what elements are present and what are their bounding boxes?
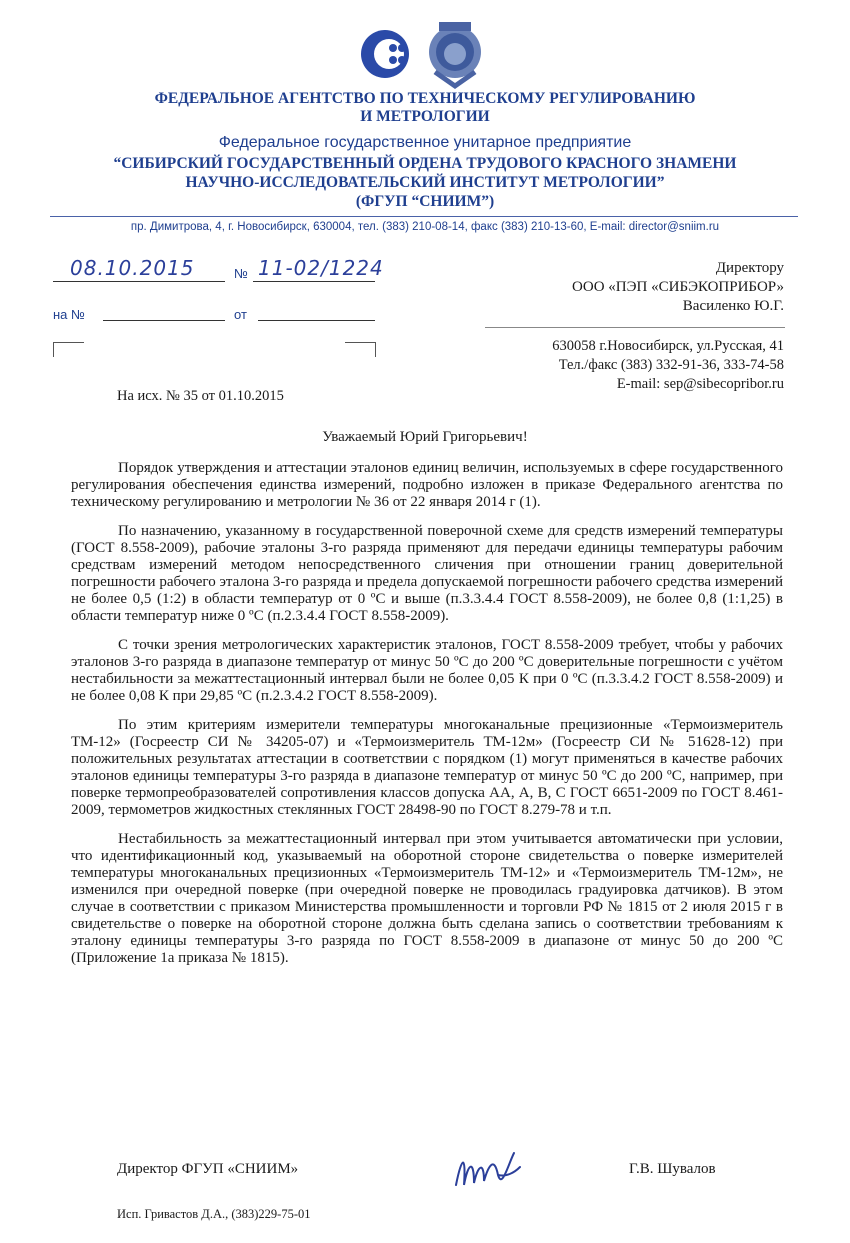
order-emblem-icon xyxy=(429,22,481,86)
institute-line-2: НАУЧНО-ИССЛЕДОВАТЕЛЬСКИЙ ИНСТИТУТ МЕТРОЛОГИИ” xyxy=(185,174,665,191)
ref-number-underline xyxy=(103,320,225,321)
paragraph: Порядок утверждения и аттестации эталонов единиц величин, используемых в сфере государственного регулирования обеспечения единства измерений, подробно изложен в приказе Федерального агентства по техническому регулированию и метрологии № 36 от 22 января 2014 г (1). xyxy=(71,460,783,510)
recipient-phone: Тел./факс (383) 332-91-36, 333-74-58 xyxy=(558,357,784,373)
agency-line-1: ФЕДЕРАЛЬНОЕ АГЕНТСТВО ПО ТЕХНИЧЕСКОМУ РЕГУЛИРОВАНИЮ xyxy=(154,90,696,107)
paragraph: По этим критериям измерители температуры многоканальные прецизионные «Термоизмеритель ТМ-12» (Госреестр СИ № 34205-07) и «Термоизмеритель ТМ-12м» (Госреестр СИ № 51628-12) при положительных результатах аттестации в соответствии с порядком (1) могут применяться в качестве рабочих эталонов единицы температуры 3-го разряда в диапазоне температур от минус 50 ºC до 200 ºC, например, при поверке термопреобразователей сопротивления классов допуска АА, А, В, С ГОСТ 6651-2009 по ГОСТ 8.461-2009, термометров жидкостных стеклянных ГОСТ 28498-90 по ГОСТ 8.279-78 и т.п. xyxy=(71,717,783,818)
header-logos xyxy=(355,14,485,94)
registration-number: 11-02/1224 xyxy=(258,256,384,280)
recipient-address-block xyxy=(552,337,784,394)
left-corner-mark xyxy=(53,342,84,357)
agency-line-2: И МЕТРОЛОГИИ xyxy=(360,108,490,125)
institute-heading xyxy=(0,154,850,211)
ref-from-underline xyxy=(258,320,375,321)
paragraph: С точки зрения метрологических характеристик эталонов, ГОСТ 8.558-2009 требует, чтобы у рабочих эталонов 3-го разряда в диапазоне температур от минус 50 ºC до 200 ºC доверительные погрешности с учётом нестабильности за межаттестационный интервал были не более 0,05 К при 0 ºC (п.3.3.4.2 ГОСТ 8.558-2009) и не более 0,08 К при 29,85 ºC (п.2.3.4.2 ГОСТ 8.558-2009). xyxy=(71,637,783,704)
signer-name: Г.В. Шувалов xyxy=(629,1161,716,1177)
letter-body xyxy=(71,460,783,979)
right-corner-mark xyxy=(345,342,376,357)
ref-from-label: от xyxy=(234,307,247,322)
handwritten-signature-icon xyxy=(448,1145,528,1195)
registration-date: 08.10.2015 xyxy=(70,256,195,280)
signer-title: Директор ФГУП «СНИИМ» xyxy=(117,1161,299,1177)
recipient-position: Директору xyxy=(715,260,784,276)
header-divider xyxy=(50,216,798,217)
recipient-company: ООО «ПЭП «СИБЭКОПРИБОР» xyxy=(572,279,784,295)
recipient-name: Василенко Ю.Г. xyxy=(682,298,784,314)
institute-line-1: “СИБИРСКИЙ ГОСУДАРСТВЕННЫЙ ОРДЕНА ТРУДОВОГО КРАСНОГО ЗНАМЕНИ xyxy=(113,155,737,172)
greeting: Уважаемый Юрий Григорьевич! xyxy=(322,429,528,445)
agency-heading xyxy=(0,90,850,126)
recipient-address: 630058 г.Новосибирск, ул.Русская, 41 xyxy=(552,338,784,354)
number-underline xyxy=(253,281,375,282)
header-address: пр. Димитрова, 4, г. Новосибирск, 630004, тел. (383) 210-08-14, факс (383) 210-13-60, E-mail: director@sniim.ru xyxy=(130,221,720,233)
date-underline xyxy=(53,281,225,282)
recipient-email: E-mail: sep@sibecopribor.ru xyxy=(616,376,784,392)
institute-abbr: (ФГУП “СНИИМ”) xyxy=(355,193,495,210)
outgoing-reference: На исх. № 35 от 01.10.2015 xyxy=(117,388,284,404)
number-label: № xyxy=(234,266,248,281)
recipient-block xyxy=(572,259,784,316)
executor-info: Исп. Гривастов Д.А., (383)229-75-01 xyxy=(117,1207,311,1221)
ref-number-label: на № xyxy=(53,307,85,322)
sniim-logo-icon xyxy=(355,14,485,94)
paragraph: По назначению, указанному в государственной поверочной схеме для средств измерений температуры (ГОСТ 8.558-2009), рабочие эталоны 3-го разряда применяют для передачи единицы температуры рабочим средствам измерений методом непосредственного сличения при отношении границ доверительной погрешности рабочего эталона 3-го разряда и предела допускаемой погрешности рабочего средства измерений не более 0,5 (1:2) в области температур от 0 ºC и выше (п.3.3.4.4 ГОСТ 8.558-2009), не более 0,8 (1:1,25) в области температур ниже 0 ºC (п.2.3.4.4 ГОСТ 8.558-2009). xyxy=(71,523,783,624)
recipient-divider xyxy=(485,327,785,328)
enterprise-type: Федеральное государственное унитарное предприятие xyxy=(218,134,632,151)
paragraph: Нестабильность за межаттестационный интервал при этом учитывается автоматически при условии, что идентификационный код, указываемый на оборотной стороне свидетельства о поверке измерителей температуры многоканальных прецизионных «Термоизмеритель ТМ-12» и «Термоизмеритель ТМ-12м», не изменился при очередной поверке (при очередной поверке не проводилась градуировка датчиков). В этом случае в соответствии с приказом Министерства промышленности и торговли РФ № 1815 от 2 июля 2015 г в свидетельстве о поверке на оборотной стороне должна быть сделана запись о соответствии требованиям к эталону единицы температуры 3-го разряда по ГОСТ 8.558-2009 в диапазоне от минус 50 до 200 ºC (Приложение 1а приказа № 1815). xyxy=(71,831,783,966)
